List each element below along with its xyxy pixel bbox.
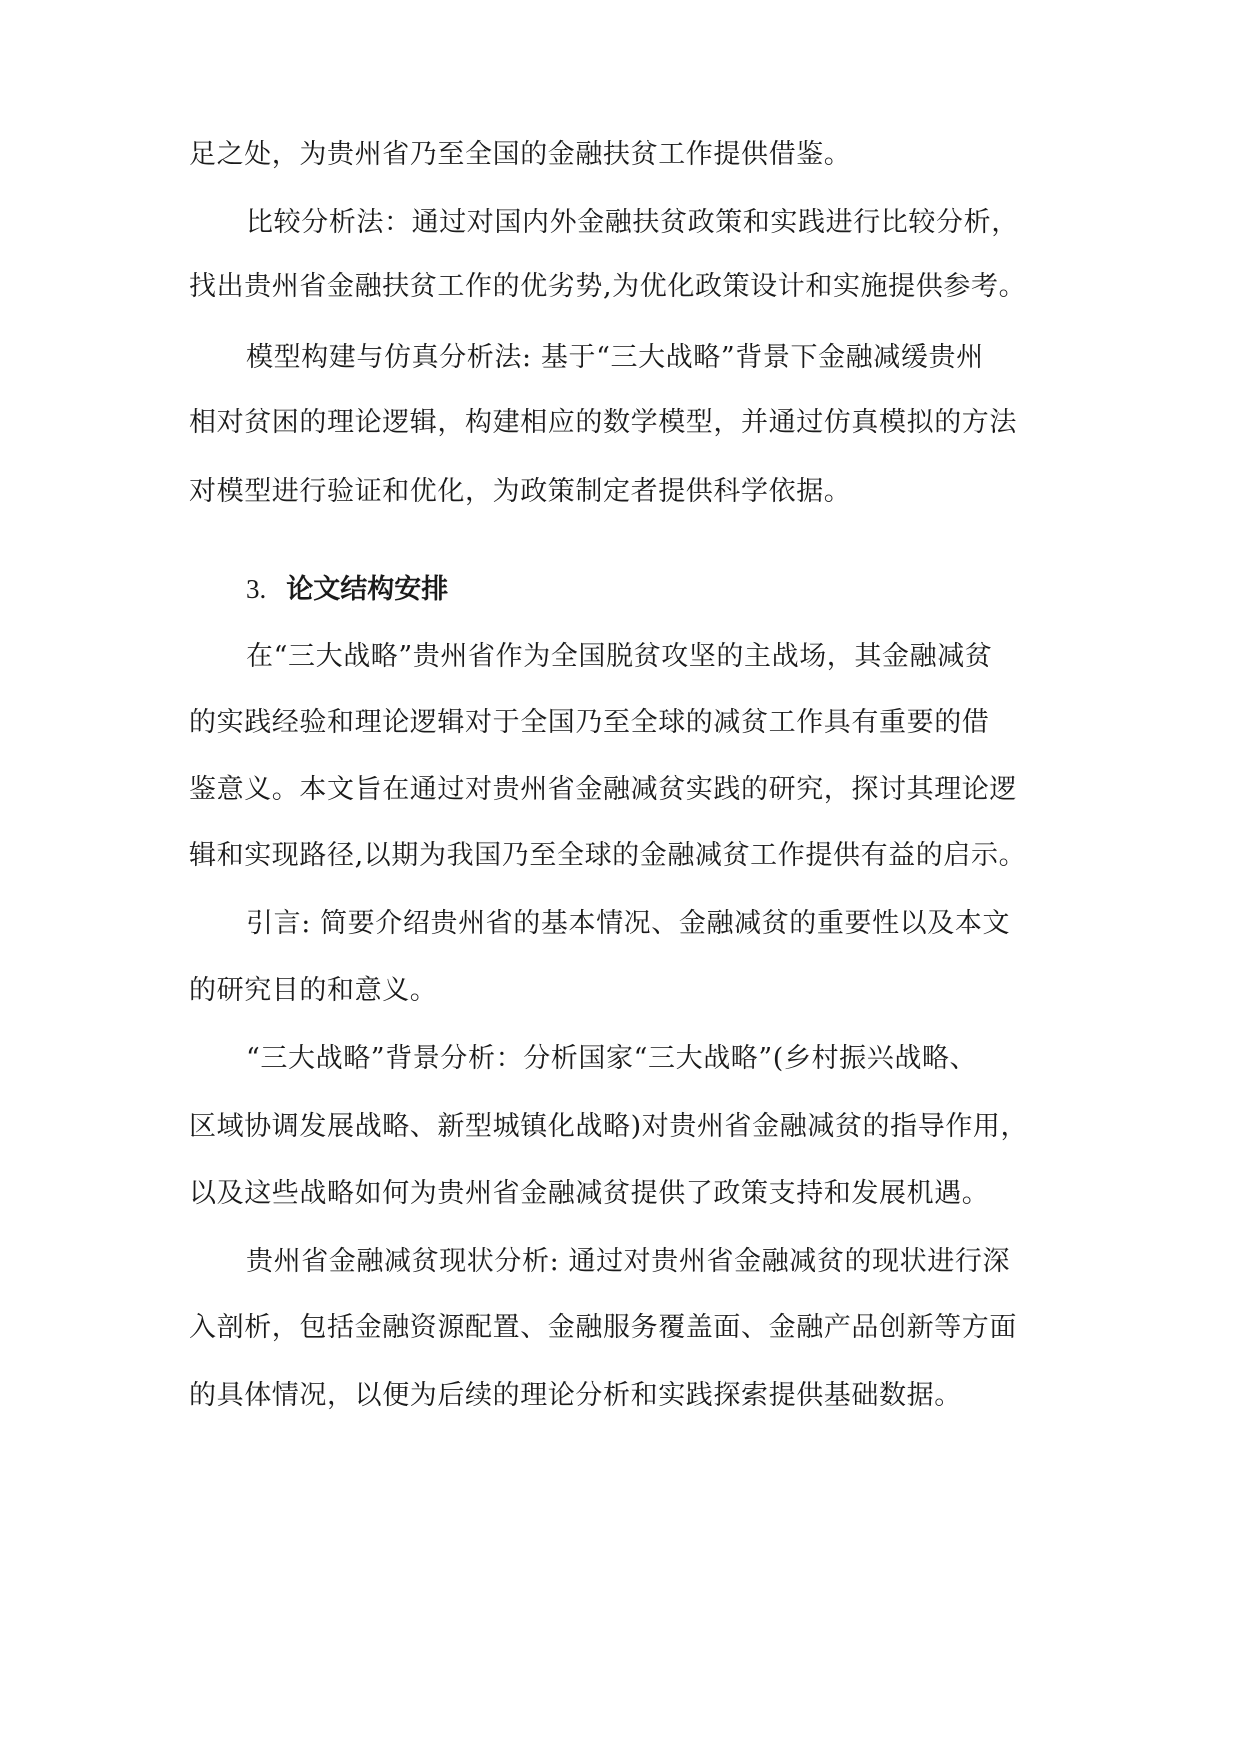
paragraph-line: 足之处，为贵州省乃至全国的金融扶贫工作提供借鉴。 <box>189 139 852 170</box>
paragraph-line: 模型构建与仿真分析法: 基于“三大战略”背景下金融减缓贵州 <box>246 342 984 373</box>
paragraph-line: “三大战略”背景分析：分析国家“三大战略”(乡村振兴战略、 <box>246 1043 978 1074</box>
section-heading <box>246 571 448 608</box>
paragraph-line: 在“三大战略”贵州省作为全国脱贫攻坚的主战场，其金融减贫 <box>246 641 993 672</box>
paragraph-line: 找出贵州省金融扶贫工作的优劣势,为优化政策设计和实施提供参考。 <box>189 271 1027 302</box>
section-title: 论文结构安排 <box>286 574 449 605</box>
paragraph-line: 对模型进行验证和优化，为政策制定者提供科学依据。 <box>189 476 852 507</box>
paragraph-line: 区域协调发展战略、新型城镇化战略)对贵州省金融减贫的指导作用， <box>189 1111 1029 1142</box>
paragraph-line: 辑和实现路径,以期为我国乃至全球的金融减贫工作提供有益的启示。 <box>189 840 1027 871</box>
paragraph-line: 相对贫困的理论逻辑，构建相应的数学模型，并通过仿真模拟的方法 <box>189 407 1017 438</box>
paragraph-line: 鉴意义。本文旨在通过对贵州省金融减贫实践的研究，探讨其理论逻 <box>189 774 1017 805</box>
paragraph-line: 贵州省金融减贫现状分析: 通过对贵州省金融减贫的现状进行深 <box>246 1246 1011 1277</box>
paragraph-line: 比较分析法：通过对国内外金融扶贫政策和实践进行比较分析， <box>246 207 1019 238</box>
paragraph-line: 引言: 简要介绍贵州省的基本情况、金融减贫的重要性以及本文 <box>246 908 1011 939</box>
paragraph-line: 的实践经验和理论逻辑对于全国乃至全球的减贫工作具有重要的借 <box>189 707 990 738</box>
paragraph-line: 入剖析，包括金融资源配置、金融服务覆盖面、金融产品创新等方面 <box>189 1312 1017 1343</box>
paragraph-line: 以及这些战略如何为贵州省金融减贫提供了政策支持和发展机遇。 <box>189 1178 990 1209</box>
paragraph-line: 的具体情况，以便为后续的理论分析和实践探索提供基础数据。 <box>189 1380 962 1411</box>
paragraph-line: 的研究目的和意义。 <box>189 975 438 1006</box>
section-number: 3. <box>246 574 267 604</box>
